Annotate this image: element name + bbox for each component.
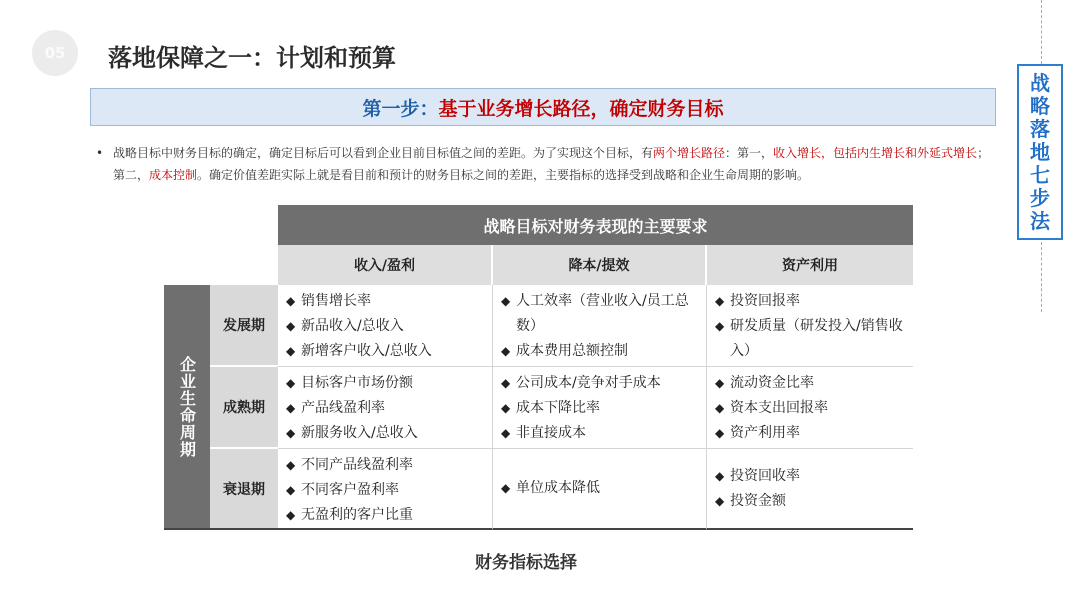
row-group-text: 企业生命周期 <box>177 355 197 458</box>
diamond-icon: ◆ <box>501 426 511 440</box>
diamond-icon: ◆ <box>286 344 296 358</box>
indicator-text: 资本支出回报率 <box>730 400 828 416</box>
para-text: 。确定价值差距实际上就是看目前和预计的财务目标之间的差距，主要指标的选择受到战略和企业生命周期的影响。 <box>197 168 810 182</box>
stage-label: 成熟期 <box>210 367 278 449</box>
indicator-text: 投资回收率 <box>730 467 800 484</box>
diamond-icon: ◆ <box>715 401 725 415</box>
side-char: 步 <box>1030 185 1050 210</box>
diamond-icon: ◆ <box>715 426 725 440</box>
side-title-box <box>1017 64 1063 240</box>
table-cell <box>493 285 707 367</box>
indicator-item <box>501 421 700 446</box>
column-header: 降本/提效 <box>493 245 707 285</box>
indicator-text: 产品线盈利率 <box>301 400 385 416</box>
figure-caption <box>0 548 1080 573</box>
diamond-icon: ◆ <box>501 376 511 390</box>
indicator-item <box>501 339 700 364</box>
indicator-item <box>715 289 907 314</box>
para-highlight: 收入增长，包括内生增长和外延式增长 <box>773 146 978 160</box>
row-group-label <box>164 285 210 530</box>
diamond-icon: ◆ <box>715 376 725 390</box>
side-divider-top <box>1041 0 1042 64</box>
step-text: 基于业务增长路径，确定财务目标 <box>438 97 724 120</box>
indicator-item <box>715 396 907 421</box>
table-cell <box>278 449 493 530</box>
indicator-text: 不同客户盈利率 <box>301 482 399 498</box>
table-cell <box>493 367 707 449</box>
side-char: 地 <box>1030 139 1050 164</box>
para-text: 战略目标中财务目标的确定，确定目标后可以看到企业目前目标值之间的差距。为了实现这个目标，有 <box>113 146 654 160</box>
column-header: 收入/盈利 <box>278 245 493 285</box>
caption-text: 财务指标选择 <box>475 553 577 573</box>
step-label: 第一步： <box>362 97 439 120</box>
indicator-item <box>501 371 700 396</box>
para-text: ；第二， <box>113 146 990 182</box>
indicator-text: 投资金额 <box>730 492 786 509</box>
diamond-icon: ◆ <box>715 294 725 308</box>
table-cell <box>493 449 707 530</box>
financial-requirements-table <box>164 205 913 530</box>
diamond-icon: ◆ <box>286 376 296 390</box>
indicator-item <box>715 421 907 446</box>
diamond-icon: ◆ <box>501 401 511 415</box>
diamond-icon: ◆ <box>286 458 296 472</box>
indicator-item <box>286 371 486 396</box>
column-header: 资产利用 <box>707 245 913 285</box>
stage-label: 发展期 <box>210 285 278 367</box>
indicator-text: 新服务收入/总收入 <box>301 425 418 441</box>
side-char: 略 <box>1030 93 1050 118</box>
diamond-icon: ◆ <box>286 508 296 522</box>
indicator-text: 目标客户市场份额 <box>301 375 413 391</box>
indicator-text: 不同产品线盈利率 <box>301 457 413 473</box>
indicator-text: 人工效率（营业收入/员工总数） <box>516 293 689 334</box>
indicator-item <box>286 478 486 503</box>
indicator-text: 资产利用率 <box>730 425 800 441</box>
indicator-item <box>286 339 486 364</box>
indicator-text: 单位成本降低 <box>516 480 600 496</box>
step-banner <box>90 88 996 126</box>
diamond-icon: ◆ <box>286 483 296 497</box>
bullet-icon: • <box>96 146 104 160</box>
stage-label: 衰退期 <box>210 449 278 530</box>
indicator-text: 流动资金比率 <box>730 375 814 391</box>
diamond-icon: ◆ <box>715 468 725 483</box>
table-cell <box>707 367 913 449</box>
diamond-icon: ◆ <box>501 344 511 358</box>
diamond-icon: ◆ <box>501 294 511 308</box>
table-cell <box>278 367 493 449</box>
indicator-text: 销售增长率 <box>301 293 371 309</box>
diamond-icon: ◆ <box>286 401 296 415</box>
indicator-item <box>286 503 486 528</box>
indicator-text: 成本下降比率 <box>516 400 600 416</box>
side-divider-bottom <box>1041 242 1042 312</box>
diamond-icon: ◆ <box>286 426 296 440</box>
diamond-icon: ◆ <box>715 493 725 508</box>
table-header: 战略目标对财务表现的主要要求 <box>278 205 913 245</box>
table-cell <box>707 449 913 530</box>
indicator-text: 非直接成本 <box>516 425 586 441</box>
para-highlight: 两个增长路径 <box>653 146 726 160</box>
indicator-item <box>715 314 907 364</box>
indicator-item <box>286 453 486 478</box>
indicator-text: 投资回报率 <box>730 293 800 309</box>
page-title: 落地保障之一：计划和预算 <box>108 44 396 72</box>
indicator-item <box>501 396 700 421</box>
indicator-text: 公司成本/竞争对手成本 <box>516 375 661 391</box>
para-text: ：第一， <box>725 146 774 160</box>
indicator-item <box>286 396 486 421</box>
indicator-item <box>501 476 700 501</box>
indicator-item <box>501 289 700 339</box>
indicator-item <box>715 371 907 396</box>
diamond-icon: ◆ <box>286 319 296 333</box>
indicator-text: 研发质量（研发投入/销售收入） <box>730 318 903 359</box>
side-char: 落 <box>1030 116 1050 141</box>
side-char: 七 <box>1030 162 1050 187</box>
indicator-item <box>286 289 486 314</box>
side-char: 法 <box>1030 208 1050 233</box>
para-highlight: 成本控制 <box>149 168 198 182</box>
indicator-text: 新品收入/总收入 <box>301 318 404 334</box>
indicator-item <box>715 464 907 489</box>
table-cell <box>707 285 913 367</box>
indicator-text: 无盈利的客户比重 <box>301 507 413 523</box>
indicator-item <box>286 421 486 446</box>
indicator-text: 成本费用总额控制 <box>516 343 628 359</box>
section-number-badge: 05 <box>32 30 78 76</box>
diamond-icon: ◆ <box>715 319 725 333</box>
diamond-icon: ◆ <box>501 481 511 495</box>
diamond-icon: ◆ <box>286 294 296 308</box>
side-char: 战 <box>1030 70 1050 95</box>
table-cell <box>278 285 493 367</box>
indicator-item <box>286 314 486 339</box>
indicator-text: 新增客户收入/总收入 <box>301 343 432 359</box>
intro-paragraph <box>96 142 996 186</box>
indicator-item <box>715 489 907 514</box>
